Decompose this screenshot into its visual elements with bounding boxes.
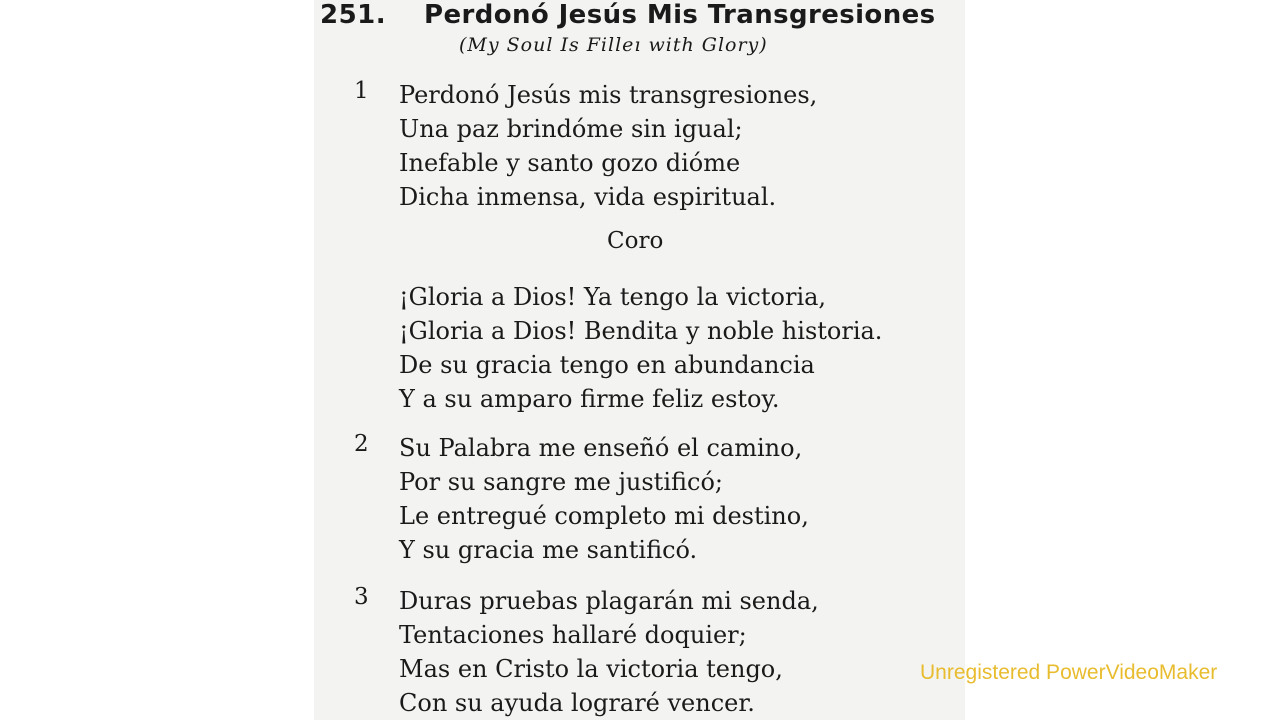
stanza-line: Dicha inmensa, vida espiritual.: [399, 183, 777, 211]
hymnal-page: [314, 0, 965, 720]
watermark-text: Unregistered PowerVideoMaker: [920, 661, 1218, 684]
stanza-number: 2: [354, 431, 369, 457]
stanza-number: 1: [354, 78, 369, 104]
chorus-line: Y a su amparo firme feliz estoy.: [399, 385, 780, 413]
stanza-line: Y su gracia me santificó.: [399, 536, 698, 564]
stanza-number: 3: [354, 584, 369, 610]
stanza-line: Una paz brindóme sin igual;: [399, 115, 743, 143]
chorus-line: De su gracia tengo en abundancia: [399, 351, 815, 379]
hymn-title: Perdonó Jesús Mis Transgresiones: [424, 0, 936, 30]
hymn-number: 251.: [320, 0, 387, 30]
stanza-line: Su Palabra me enseñó el camino,: [399, 434, 803, 462]
stanza-line: Inefable y santo gozo dióme: [399, 149, 741, 177]
stanza-line: Duras pruebas plagarán mi senda,: [399, 587, 819, 615]
stanza-line: Con su ayuda lograré vencer.: [399, 689, 755, 717]
stanza-line: Mas en Cristo la victoria tengo,: [399, 655, 783, 683]
chorus-line: ¡Gloria a Dios! Ya tengo la victoria,: [399, 283, 827, 311]
hymn-subtitle: (My Soul Is Filleı with Glory): [459, 34, 768, 56]
stanza-line: Tentaciones hallaré doquier;: [399, 621, 747, 649]
chorus-heading: Coro: [607, 228, 664, 254]
stanza-line: Perdonó Jesús mis transgresiones,: [399, 81, 818, 109]
stanza-line: Le entregué completo mi destino,: [399, 502, 809, 530]
chorus-line: ¡Gloria a Dios! Bendita y noble historia.: [399, 317, 883, 345]
stanza-line: Por su sangre me justificó;: [399, 468, 723, 496]
